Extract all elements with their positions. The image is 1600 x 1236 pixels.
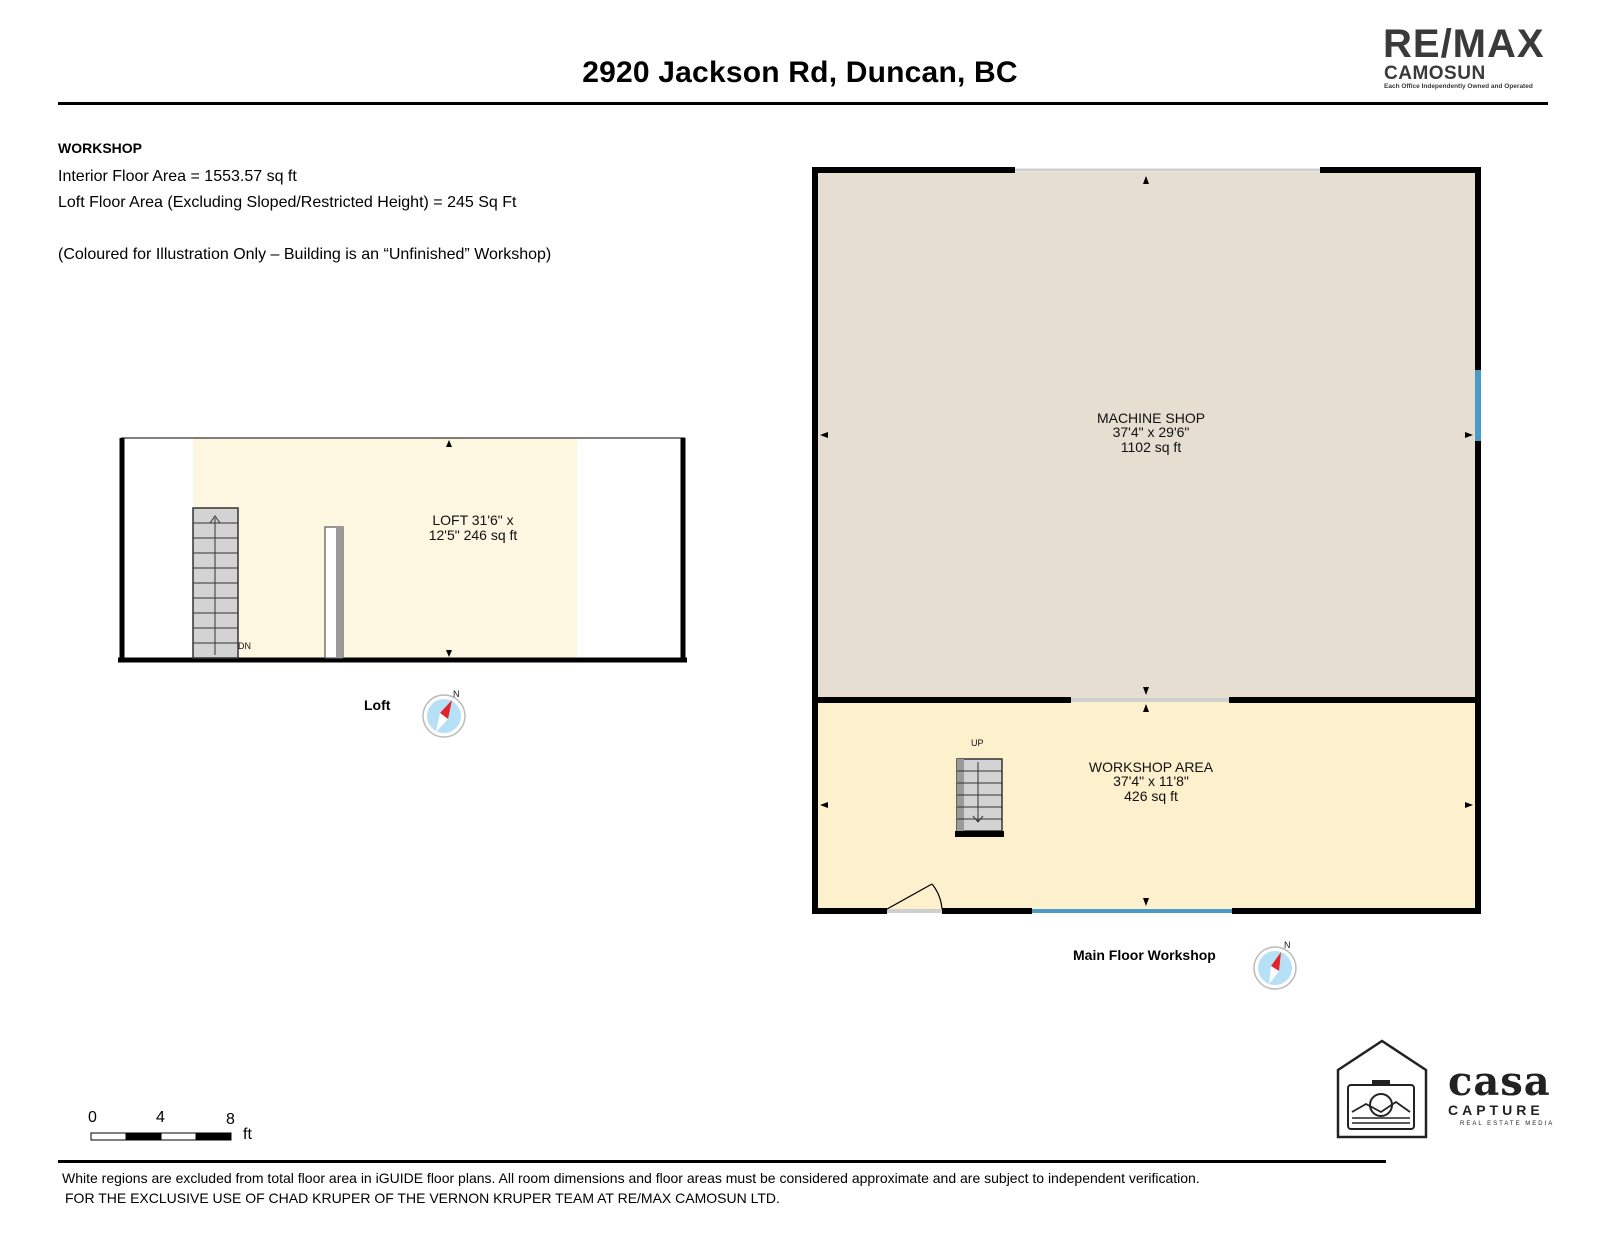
loft-plan-caption: Loft (364, 697, 391, 713)
machine-shop-name: MACHINE SHOP (1096, 410, 1206, 426)
loft-compass-label: N (453, 689, 460, 699)
footer-exclusive-use: FOR THE EXCLUSIVE USE OF CHAD KRUPER OF THE VERNON KRUPER TEAM AT RE/MAX CAMOSUN LTD. (65, 1190, 780, 1206)
loft-compass-icon (423, 689, 465, 737)
footer-divider (58, 1160, 1386, 1163)
illustration-note: (Coloured for Illustration Only – Building is an “Unfinished” Workshop) (58, 246, 552, 263)
casa-logo-word: casa (1448, 1058, 1551, 1105)
loft-area-text: Loft Floor Area (Excluding Sloped/Restricted Height) = 245 Sq Ft (58, 194, 517, 211)
main-stair-label: UP (971, 738, 984, 748)
main-plan-caption: Main Floor Workshop (1073, 947, 1216, 963)
loft-room-label-line1: LOFT 31'6" x (432, 512, 514, 528)
casa-logo-capture: CAPTURE (1448, 1102, 1544, 1118)
loft-stairs (193, 508, 238, 658)
casa-capture-logo-icon (1338, 1041, 1426, 1137)
remax-tagline: Each Office Independently Owned and Operated (1384, 83, 1533, 90)
main-stairs (955, 759, 1004, 837)
main-compass-icon (1254, 940, 1296, 989)
scale-bar (91, 1133, 231, 1140)
casa-logo-tagline: REAL ESTATE MEDIA (1460, 1121, 1555, 1127)
section-title: WORKSHOP (58, 140, 142, 156)
loft-room-label-line2: 12'5" 246 sq ft (428, 527, 518, 543)
scale-unit: ft (243, 1126, 252, 1143)
footer-disclaimer: White regions are excluded from total floor area in iGUIDE floor plans. All room dimensions and floor areas must be considered approximate and are subject to independent verification. (62, 1170, 1200, 1186)
machine-shop-dims: 37'4" x 29'6" (1112, 424, 1190, 440)
scale-tick-4: 4 (156, 1109, 165, 1126)
remax-office-name: CAMOSUN (1384, 63, 1486, 84)
scale-tick-8: 8 (226, 1111, 235, 1128)
loft-plan (118, 438, 687, 662)
machine-shop-area: 1102 sq ft (1120, 439, 1182, 455)
workshop-area-dims: 37'4" x 11'8" (1113, 773, 1189, 789)
workshop-area-name: WORKSHOP AREA (1088, 759, 1214, 775)
workshop-area-room (817, 700, 1476, 911)
loft-room (193, 438, 577, 660)
loft-stair-label: DN (238, 641, 251, 651)
workshop-area-area: 426 sq ft (1124, 788, 1178, 804)
main-compass-label: N (1284, 940, 1291, 950)
scale-tick-0: 0 (88, 1109, 97, 1126)
main-floor-plan (812, 167, 1481, 914)
page-title: 2920 Jackson Rd, Duncan, BC (582, 56, 1018, 89)
interior-area-text: Interior Floor Area = 1553.57 sq ft (58, 168, 297, 185)
remax-logo: RE/MAX (1383, 22, 1545, 66)
